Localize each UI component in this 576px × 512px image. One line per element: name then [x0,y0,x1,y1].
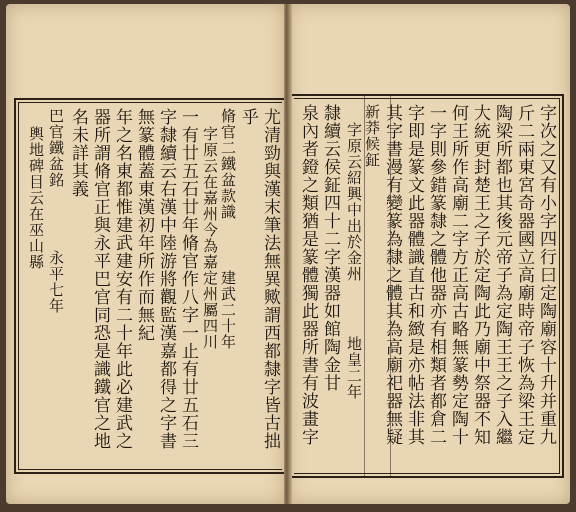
annotation-column: 輿地碑目云在巫山縣 [27,126,45,270]
text-column: 乎 [238,108,258,126]
annotation-column: 字原云紹興中出於金州 [345,122,363,282]
text-column: 年之名東都惟建武建安有二十年此必建武之 [112,108,132,450]
text-column: 字次之又有小字四行曰定陶廟容十升并重九 [536,104,556,446]
text-column: 何王所作高廟二字方正高古略無篆勢定陶十 [448,104,468,446]
text-column: 無篆體蓋東漢初年所作而無紀 [134,108,154,342]
annotation-column: 建武二十年 [219,270,237,350]
annotation-column: 字原云在嘉州今為嘉定州屬四川 [201,126,219,350]
text-column: 字隸續云右漢中陸游將觀監漢嘉都得之字書 [156,108,176,450]
text-column: 一字則參錯篆隸之體他器亦有相類者都倉二 [426,104,446,446]
text-column: 大統更封楚王之子於定陶此乃廟中祭器不知 [470,104,490,446]
left-text-block [14,98,284,474]
text-column: 斤二兩東宮奇器國立高廟時帝子恢為梁王定 [514,104,534,446]
left-page [6,4,284,504]
annotation-column: 永平七年 [47,250,65,314]
text-column: 器所謂脩官正與永平巴官同恐是識鐵官之地 [90,108,110,450]
text-column: 尤清勁與漢末筆法無異歟謂西都隸字皆古拙 [260,108,280,450]
text-column: 其字書漫有變篆為隸之體其為高廟祀器無疑 [382,104,402,446]
text-column: 陶梁所都也其後元帝子為定陶王王之子入繼 [492,104,512,446]
entry-heading: 巴官鐵盆銘 [47,108,65,188]
text-column: 一有廿五石廿年脩官作八字一止有廿五石三 [178,108,198,450]
text-column: 字即是篆文此器體識直古和緻是亦帖法非其 [404,104,424,446]
text-column: 名未詳其義 [68,108,88,198]
entry-heading: 脩官二鐵盆款識 [219,108,237,220]
text-column: 泉內者鐙之類猶是篆體獨此器所書有波畫字 [298,104,318,446]
entry-heading: 新莽候鉦 [363,104,381,168]
right-page [288,4,570,504]
text-column: 隸續云侯鉦四十二字漢器如館陶金甘 [320,104,340,392]
right-text-block [292,94,564,478]
annotation-column: 地皇二年 [345,336,363,400]
